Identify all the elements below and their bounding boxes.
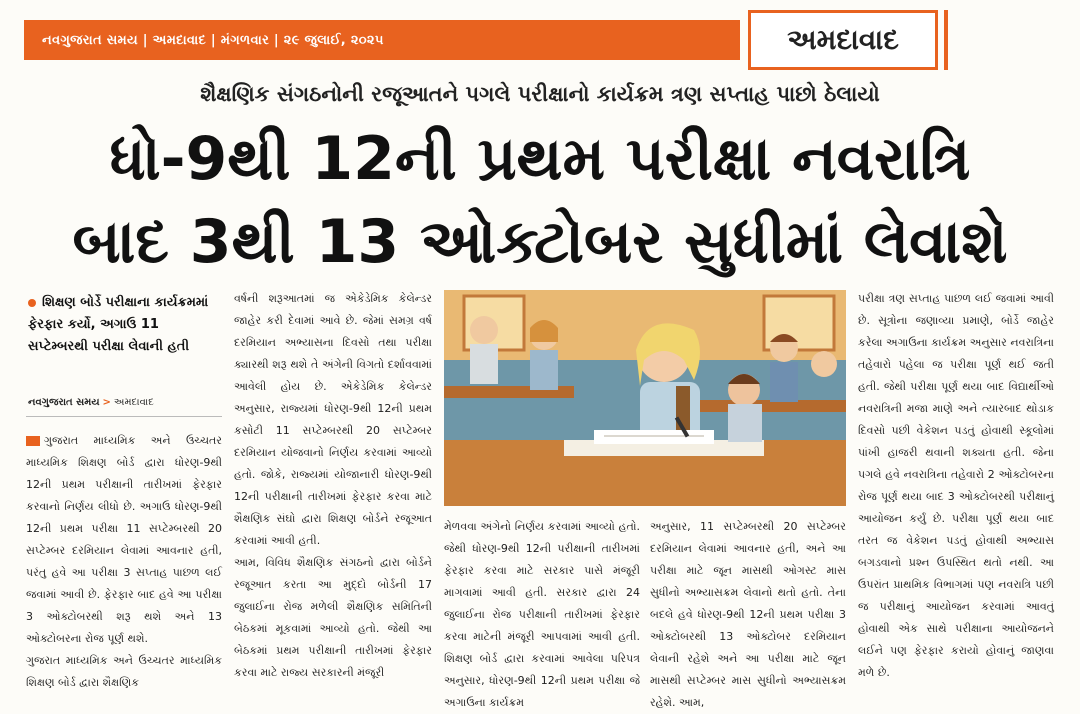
- bullet-icon: [28, 299, 36, 307]
- article-column-4: [650, 516, 846, 709]
- masthead-text: નવગુજરાત સમય | અમદાવાદ | મંગળવાર | ૨૯ જુલાઈ, ૨૦૨૫: [42, 32, 384, 48]
- paragraph: આમ, વિવિધ શૈક્ષણિક સંગઠનો દ્વારા બોર્ડને રજૂઆત કરતા આ મુદ્દો બોર્ડની 17 જુલાઈના રોજ મળેલી શૈક્ષણિક સમિતિની બેઠકમાં મૂકવામાં આવ્યો હતો. જેથી આ બેઠકમાં પ્રથમ પરીક્ષાની તારીખમાં ફેરફાર કરવા માટે રાજ્ય સરકારની મંજૂરી: [234, 556, 432, 679]
- edition-city-box: [748, 10, 938, 70]
- byline: [28, 397, 154, 408]
- divider: [26, 416, 222, 417]
- pullquote-text: શિક્ષણ બોર્ડે પરીક્ષાના કાર્યક્રમમાં ફેરફાર કર્યો, અગાઉ 11 સપ્ટેમ્બરથી પરીક્ષા લેવાની હતી: [28, 295, 209, 354]
- byline-city: અમદાવાદ: [113, 397, 154, 408]
- article-column-5: [858, 288, 1054, 692]
- city-box-accent: [944, 10, 948, 70]
- article-column-3: [444, 516, 640, 709]
- paragraph: અનુસાર, 11 સપ્ટેમ્બરથી 20 સપ્ટેમ્બર દરમિયાન લેવામાં આવનાર હતી, અને આ પરીક્ષા માટે જૂન માસથી ઓગસ્ટ માસ સુધીનો અભ્યાસક્રમ લેવાનો થતો હતો. તેના બદલે હવે ધોરણ-9થી 12ની પ્રથમ પરીક્ષા 3 ઓક્ટોબરથી 13 ઓક્ટોબર દરમિયાન લેવાની રહેશે અને આ પરીક્ષા માટે જૂન માસથી સપ્ટેમ્બર માસ સુધીનો અભ્યાસક્રમ રહેશે. આમ,: [650, 520, 846, 709]
- byline-org: નવગુજરાત સમય: [28, 397, 100, 408]
- paragraph: મેળવવા અંગેનો નિર્ણય કરવામાં આવ્યો હતો. જેથી ધોરણ-9થી 12ની પરીક્ષાની તારીખમાં ફેરફાર કરવા માટે સરકાર પાસે મંજૂરી માગવામાં આવી હતી. સરકાર દ્વારા 24 જુલાઈના રોજ પરીક્ષાની તારીખમાં ફેરફાર કરવા માટેની મંજૂરી આપવામાં આવી હતી. શિક્ષણ બોર્ડ દ્વારા કરવામાં આવેલા પરિપત્ર અનુસાર, ધોરણ-9થી 12ની પ્રથમ પરીક્ષા જે અગાઉના કાર્યક્રમ: [444, 520, 640, 709]
- masthead-strip: [24, 20, 740, 60]
- chevron-right-icon: >: [102, 397, 111, 408]
- paragraph: ગુજરાત માધ્યમિક અને ઉચ્ચતર માધ્યમિક શિક્ષણ બોર્ડ દ્વારા ધોરણ-9થી 12ની પ્રથમ પરીક્ષાની તારીખમાં ફેરફાર કરવાનો નિર્ણય લીધો છે. અગાઉ ધોરણ-9થી 12ની પ્રથમ પરીક્ષા 11 સપ્ટેમ્બરથી 20 સપ્ટેમ્બર દરમિયાન લેવામાં આવનાર હતી, પરંતુ હવે આ પરીક્ષા 3 સપ્તાહ પાછળ લઈ જવામાં આવી છે. ફેરફાર બાદ હવે આ પરીક્ષા 3 ઓક્ટોબરથી શરૂ થશે અને 13 ઓક્ટોબરના રોજ પૂર્ણ થશે.: [26, 434, 222, 645]
- lead-square-icon: [26, 436, 40, 446]
- headline-line-2: બાદ 3થી 13 ઓક્ટોબર સુધીમાં લેવાશે: [72, 207, 1008, 277]
- paragraph: વર્ષની શરૂઆતમાં જ એકેડેમિક કેલેન્ડર જાહેર કરી દેવામાં આવે છે. જેમાં સમગ્ર વર્ષ દરમિયાન અભ્યાસના દિવસો તથા પરીક્ષા ક્યારથી શરૂ થશે તે અંગેની વિગતો દર્શાવવામાં આવેલી હોય છે. એકેડેમિક કેલેન્ડર અનુસાર, રાજ્યમાં ધોરણ-9થી 12ની પ્રથમ કસોટી 11 સપ્ટેમ્બરથી 20 સપ્ટેમ્બર દરમિયાન યોજવાનો નિર્ણય કરવામાં આવ્યો હતો. જોકે, રાજ્યમાં યોજાનારી ધોરણ-9થી 12ની પરીક્ષાની તારીખમાં ફેરફાર કરવા માટે શૈક્ષણિક સંઘો દ્વારા શિક્ષણ બોર્ડને રજૂઆત કરવામાં આવી હતી.: [234, 292, 432, 547]
- headline-line-1: ધો-9થી 12ની પ્રથમ પરીક્ષા નવરાત્રિ: [109, 124, 971, 194]
- paragraph: ગુજરાત માધ્યમિક અને ઉચ્ચતર માધ્યમિક શિક્ષણ બોર્ડ દ્વારા શૈક્ષણિક: [26, 654, 222, 689]
- article-column-2: [234, 288, 432, 692]
- classroom-illustration: [444, 290, 846, 506]
- students-exam-illustration: [444, 290, 846, 506]
- edition-city: અમદાવાદ: [787, 23, 899, 56]
- article-column-1: [26, 430, 222, 692]
- subheadline: શૈક્ષણિક સંગઠનોની રજૂઆતને પગલે પરીક્ષાનો કાર્યક્રમ ત્રણ સપ્તાહ પાછો ઠેલાયો: [200, 82, 880, 106]
- pullquote: [28, 292, 218, 358]
- paragraph: પરીક્ષા ત્રણ સપ્તાહ પાછળ લઈ જવામાં આવી છે. સૂત્રોના જણાવ્યા પ્રમાણે, બોર્ડે જાહેર કરેલા અગાઉના કાર્યક્રમ અનુસાર નવરાત્રિના તહેવારો પહેલા જ પરીક્ષા પૂર્ણ થઈ જતી હતી. જેથી પરીક્ષા પૂર્ણ થયા બાદ વિદ્યાર્થીઓ નવરાત્રિની મજા માણે અને ત્યારબાદ થોડાક દિવસો પછી વેકેશન પડતું હોવાથી સ્કૂલોમાં પાંખી હાજરી થવાની શક્યતા હતી. જેના પગલે હવે નવરાત્રિના તહેવારો 2 ઓક્ટોબરના રોજ પૂર્ણ થયા બાદ 3 ઓક્ટોબરથી પરીક્ષાનું આયોજન કર્યું છે. પરીક્ષા પૂર્ણ થયા બાદ તરત જ વેકેશન પડતું હોવાથી અભ્યાસ બગડવાનો પ્રશ્ન ઉપસ્થિત થતો નથી. આ ઉપરાંત પ્રાથમિક વિભાગમાં પણ નવરાત્રિ પછી જ પરીક્ષાનું આયોજન કરવામાં આવતું હોવાથી એક સાથે પરીક્ષાના આયોજનને લઈને પણ ફેરફાર કરાયો હોવાનું જાણવા મળે છે.: [858, 292, 1054, 679]
